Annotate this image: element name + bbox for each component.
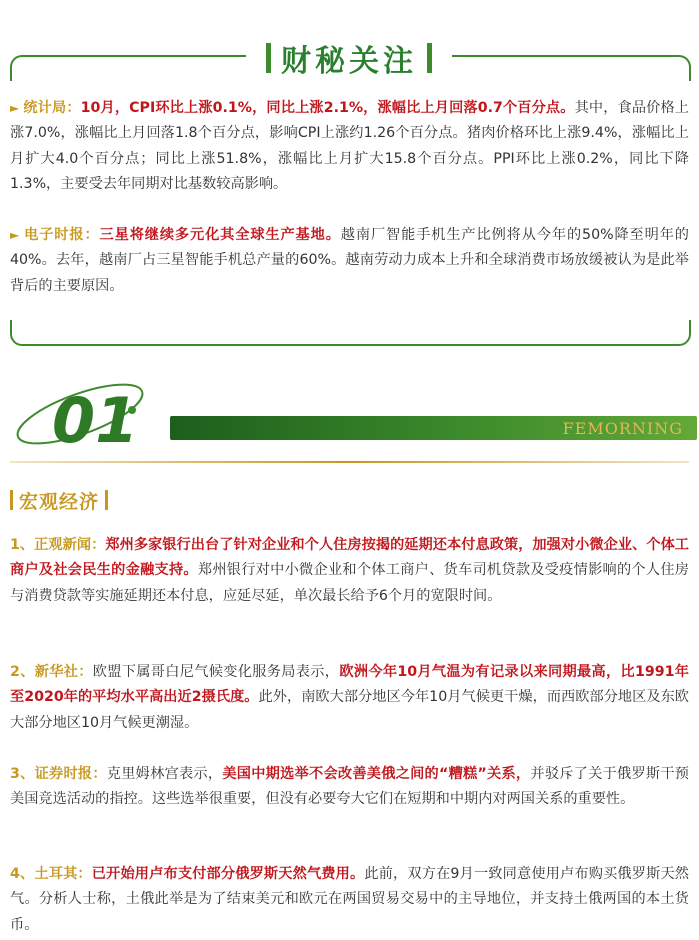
heading-left-bar (10, 490, 13, 510)
macro-body: 郑州银行对中小微企业和个体工商户、货车司机贷款及受疫情影响的个人住房与消费贷款等实施延期还本付息，应延尽延，单次最长给予6个月的宽限时间。 (10, 562, 689, 604)
page-title: 财秘关注 (281, 44, 417, 79)
news-item-1 (10, 96, 689, 198)
focus-title-block (246, 38, 452, 78)
news-body: 越南厂智能手机生产比例将从今年的50%降至明年的40%。去年，越南厂占三星智能手机总产量的60%。越南劳动力成本上升和全球消费市场放缓被认为是此举背后的主要原因。 (10, 227, 689, 294)
title-left-bar (266, 43, 271, 73)
macro-body: 并驳斥了关于俄罗斯干预美国竞选活动的指控。这些选举很重要，但没有必要夸大它们在短期和中期内对两国关系的重要性。 (10, 766, 689, 808)
news-body: 其中，食品价格上涨7.0%，涨幅比上月回落1.8个百分点，影响CPI上涨约1.26个百分点。猪肉价格环比上涨9.4%，涨幅比上月扩大4.0个百分点；同比上涨51.8%，涨幅比上月扩大15.8个百分点。PPI环比上涨0.2%，同比下降1.3%，主要受去年同期对比基数较高影响。 (10, 100, 689, 193)
title-right-bar (427, 43, 432, 73)
section-divider (10, 461, 689, 463)
macro-body: 此前，双方在9月一致同意使用卢布购买俄罗斯天然气。分析人士称，土俄此举是为了结束美元和欧元在两国贸易交易中的主导地位，并支持土俄两国的本土货币。 (10, 866, 689, 933)
macro-source: 2、新华社： (10, 664, 93, 680)
focus-box-bottom-border (10, 320, 691, 346)
macro-headline: 美国中期选举不会改善美俄之间的“糟糕”关系， (222, 766, 531, 782)
macro-headline: 郑州多家银行出台了针对企业和个人住房按揭的延期还本付息政策，加强对小微企业、个体工商户及社会民生的金融支持。 (10, 537, 689, 579)
macro-item-4 (10, 862, 689, 938)
brand-label: FEMORNING (562, 419, 683, 438)
macro-source: 3、证券时报： (10, 766, 107, 782)
macro-item-1 (10, 533, 689, 609)
news-source: 电子时报： (23, 227, 100, 243)
section-title: 宏观经济 (19, 490, 100, 513)
macro-intro: 欧盟下属哥白尼气候变化服务局表示， (92, 664, 340, 680)
news-source: 统计局： (23, 100, 81, 116)
macro-source: 1、正观新闻： (10, 537, 106, 553)
section-heading (10, 486, 108, 514)
macro-item-3 (10, 762, 689, 813)
news-item-2 (10, 223, 689, 299)
banner-bar (170, 416, 697, 440)
news-headline: 10月，CPI环比上涨0.1%，同比上涨2.1%，涨幅比上月回落0.7个百分点。 (80, 100, 575, 116)
macro-intro: 克里姆林宫表示， (106, 766, 223, 782)
heading-right-bar (105, 490, 108, 510)
section-number: 01 (52, 384, 139, 456)
arrow-icon: ► (10, 228, 20, 242)
news-headline: 三星将继续多元化其全球生产基地。 (99, 227, 341, 243)
arrow-icon: ► (10, 101, 20, 115)
macro-body: 此外，南欧大部分地区今年10月气候更干燥，而西欧部分地区及东欧大部分地区10月气候更潮湿。 (10, 689, 689, 731)
section-number-graphic (10, 376, 170, 456)
macro-headline: 已开始用卢布支付部分俄罗斯天然气费用。 (91, 866, 365, 882)
section-banner (10, 376, 689, 456)
macro-headline: 欧洲今年10月气温为有记录以来同期最高，比1991年至2020年的平均水平高出近2摄氏度。 (10, 664, 689, 706)
macro-item-2 (10, 660, 689, 736)
macro-source: 4、土耳其： (10, 866, 92, 882)
